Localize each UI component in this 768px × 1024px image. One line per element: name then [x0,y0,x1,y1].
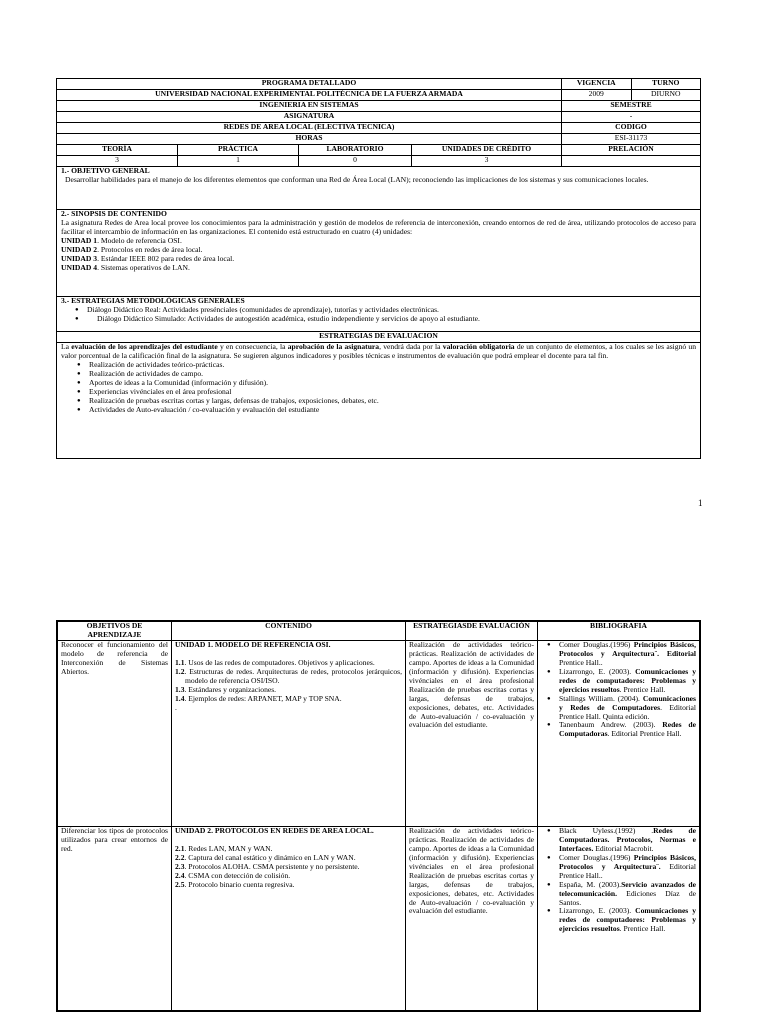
codigo-value: ESI-31173 [614,134,648,142]
objetivo-text: Desarrollar habilidades para el manejo de los diferentes elementos que conforman una Red de Área Local (LAN); reconociendo las implicaciones de los sistemas y sus comunicaciones locales. [65,174,649,184]
turno-value: DIURNO [650,90,681,98]
estrategias-cell: Realización de actividades teórico-prácticas. Realización de actividades de campo. Aportes de ideas a la Comunidad (información y difusión). Experiencias vivénciales en el área profesional Realización de pruebas escritas cortas y largas, defensas de trabajos, exposiciones, debates, etc. Actividades de Auto-evaluación / co-evaluación y evaluación del estudiante. [406,826,538,1010]
evaluacion-title: ESTRATEGIAS DE EVALUACION [57,332,700,343]
laboratorio-label: LABORATORIO [299,145,412,155]
table-header-row [58,622,700,641]
vigencia-value: 2009 [562,90,632,100]
estrategias-title: 3.- ESTRATEGIAS METODOLÓGICAS GENERALES [61,296,245,305]
list-item: ● Tanenbaum Andrew. (2003). Redes de Computadoras. Editorial Prentice Hall. [559,721,696,739]
prelacion-label: PRELACIÓN [608,145,654,153]
sinopsis-text: La asignatura Redes de Area local provee los conocimientos para la administración y gestión de modelos de referencia de interconexión, creando entornos de red de área, utilizando protocolos de acceso para facilitar el intercambio de información en las organizaciones. El contenido está estructurado en cuatro (4) unidades: [61,217,696,236]
teoria-value: 3 [57,156,178,166]
sinopsis-title: 2.- SINOPSIS DE CONTENIDO [61,209,167,218]
practica-label: PRÁCTICA [178,145,299,155]
list-item: ● Aportes de ideas a la Comunidad (información y difusión). [89,379,696,388]
page-number: 1 [698,498,703,508]
semestre-value: - [629,112,633,120]
list-item: ● Diálogo Didáctico Real: Actividades presénciales (comunidades de aprendizaje), tutorías y actividades electrónicas. [87,306,696,315]
objetivo-section [57,167,700,210]
estrategias-section [57,297,700,332]
table-row [58,640,700,826]
col-header-contenido: CONTENIDO [172,622,406,641]
unit-line: UNIDAD 4. Sistemas operativos de LAN. [61,262,190,272]
contenido-cell: UNIDAD 2. PROTOCOLOS EN REDES DE AREA LOCAL. 2.1. Redes LAN, MAN y WAN. 2.2. Captura del canal estático y dinámico en LAN y WAN. 2.3. Protocolos ALOHA. CSMA persistente y no persistente. 2.4. CSMA con detección de colisión. 2.5. Protocolo binario cuenta regresiva. [172,826,406,1010]
bibliografia-cell [538,640,700,826]
list-item: ● Realización de actividades de campo. [89,370,696,379]
list-item: ● Actividades de Auto-evaluación / co-evaluación y evaluación del estudiante [89,406,696,415]
list-item: ● Black Uyless.(1992) .Redes de Computadoras. Protocolos, Normas e Interfaces. Editorial Macrobit. [559,827,696,854]
col-header-bibliografia: BIBLIOGRAFIA [538,622,700,641]
prelacion-value [562,156,700,166]
asignatura-name: REDES DE AREA LOCAL (ELECTIVA TECNICA) [57,123,562,133]
university-name: UNIVERSIDAD NACIONAL EXPERIMENTAL POLITÉCNICA DE LA FUERZA ARMADA [57,90,562,100]
unit-line: UNIDAD 1. Modelo de referencia OSI. [61,235,182,245]
contenido-cell: UNIDAD 1. MODELO DE REFERENCIA OSI. 1.1. Usos de las redes de computadores. Objetivos y aplicaciones. 1.2. Estructuras de redes. Arquitecturas de redes, protocolos jerárquicos, modelo de referencia OSI/ISO. 1.3. Estándares y organizaciones. 1.4. Ejemplos de redes: ARPANET, MAP y TOP SNA. . [172,640,406,826]
list-item: ● Comer Douglas.(1996) Principios Básicos, Protocolos y Arquitectura¨. Editorial Prentice Hall.. [559,854,696,881]
sinopsis-section [57,210,700,297]
list-item: ● Stallings William. (2004). Comunicaciones y Redes de Computadores. Editorial Prentice Hall. Quinta edición. [559,695,696,722]
evaluacion-text: La evaluación de los aprendizajes del estudiante y en consecuencia, la aprobación de la asignatura, vendrá dada por la valoración obligatoria de un conjunto de elementos, a los cuales se les asignó un valor porcentual de la calificación final de la asignatura. Se sugieren algunos indicadores y posibles técnicas e instrumentos de evaluación que podrá emplear el docente para tal fin. [61,342,696,360]
table-row [58,826,700,1010]
unit-line: UNIDAD 2. Protocolos en redes de área local. [61,244,203,254]
turno-label: TURNO [652,79,680,87]
program-title: PROGRAMA DETALLADO [57,79,562,89]
asignatura-label: ASIGNATURA [57,112,562,122]
list-item: ● España, M. (2003).Servicio avanzados de telecomunicación. Ediciones Díaz de Santos. [559,881,696,908]
creditos-value: 3 [412,156,562,166]
unit-line: UNIDAD 3. Estándar IEEE 802 para redes de área local. [61,253,235,263]
list-item: ● Diálogo Didáctico Simulado: Actividades de autogestión académica, estudio independiente y servicios de apoyo al estudiante. [87,315,696,324]
laboratorio-value: 0 [299,156,412,166]
objetivo-cell: Reconocer el funcionamiento del modelo de referencia de Interconexión de Sistemas Abiertos. [58,640,172,826]
teoria-label: TEORÍA [57,145,178,155]
list-item: ● Realización de pruebas escritas cortas y largas, defensas de trabajos, exposiciones, debates, etc. [89,397,696,406]
semestre-label: SEMESTRE [610,101,652,109]
bibliografia-cell [538,826,700,1010]
practica-value: 1 [178,156,299,166]
list-item: ● Realización de actividades teórico-prácticas. [89,361,696,370]
estrategias-cell: Realización de actividades teórico-prácticas. Realización de actividades de campo. Aportes de ideas a la Comunidad (información y difusión). Experiencias vivénciales en el área profesional Realización de pruebas escritas cortas y largas, defensas de trabajos, exposiciones, debates, etc. Actividades de Auto-evaluación / co-evaluación y evaluación del estudiante. [406,640,538,826]
objetivo-cell: Diferenciar los tipos de protocolos utilizados para crear entornos de red. [58,826,172,1010]
career-name: INGENIERIA EN SISTEMAS [57,101,562,111]
list-item: ● Lizarrongo, E. (2003). Comunicaciones y redes de computadores: Problemas y ejercicios resueltos. Prentice Hall. [559,907,696,934]
col-header-objetivos: OBJETIVOS DE APRENDIZAJE [58,622,172,641]
list-item: ● Comer Douglas.(1996) Principios Básicos, Protocolos y Arquitectura¨. Editorial Prentice Hall.. [559,641,696,668]
codigo-label: CODIGO [615,123,647,131]
creditos-label: UNIDADES DE CRÉDITO [412,145,562,155]
evaluacion-section [57,343,700,458]
program-sheet [56,78,701,459]
list-item: ● Lizarrongo, E. (2003). Comunicaciones y redes de computadores: Problemas y ejercicios resueltos. Prentice Hall. [559,668,696,695]
col-header-estrategias: ESTRATEGIASDE EVALUACIÓN [406,622,538,641]
vigencia-label: VIGENCIA [562,79,632,89]
list-item: ● Experiencias vivénciales en el área profesional [89,388,696,397]
header-row-1 [57,79,700,90]
content-table [56,620,701,1012]
objetivo-title: 1.- OBJETIVO GENERAL [61,166,150,175]
horas-label: HORAS [57,134,562,144]
